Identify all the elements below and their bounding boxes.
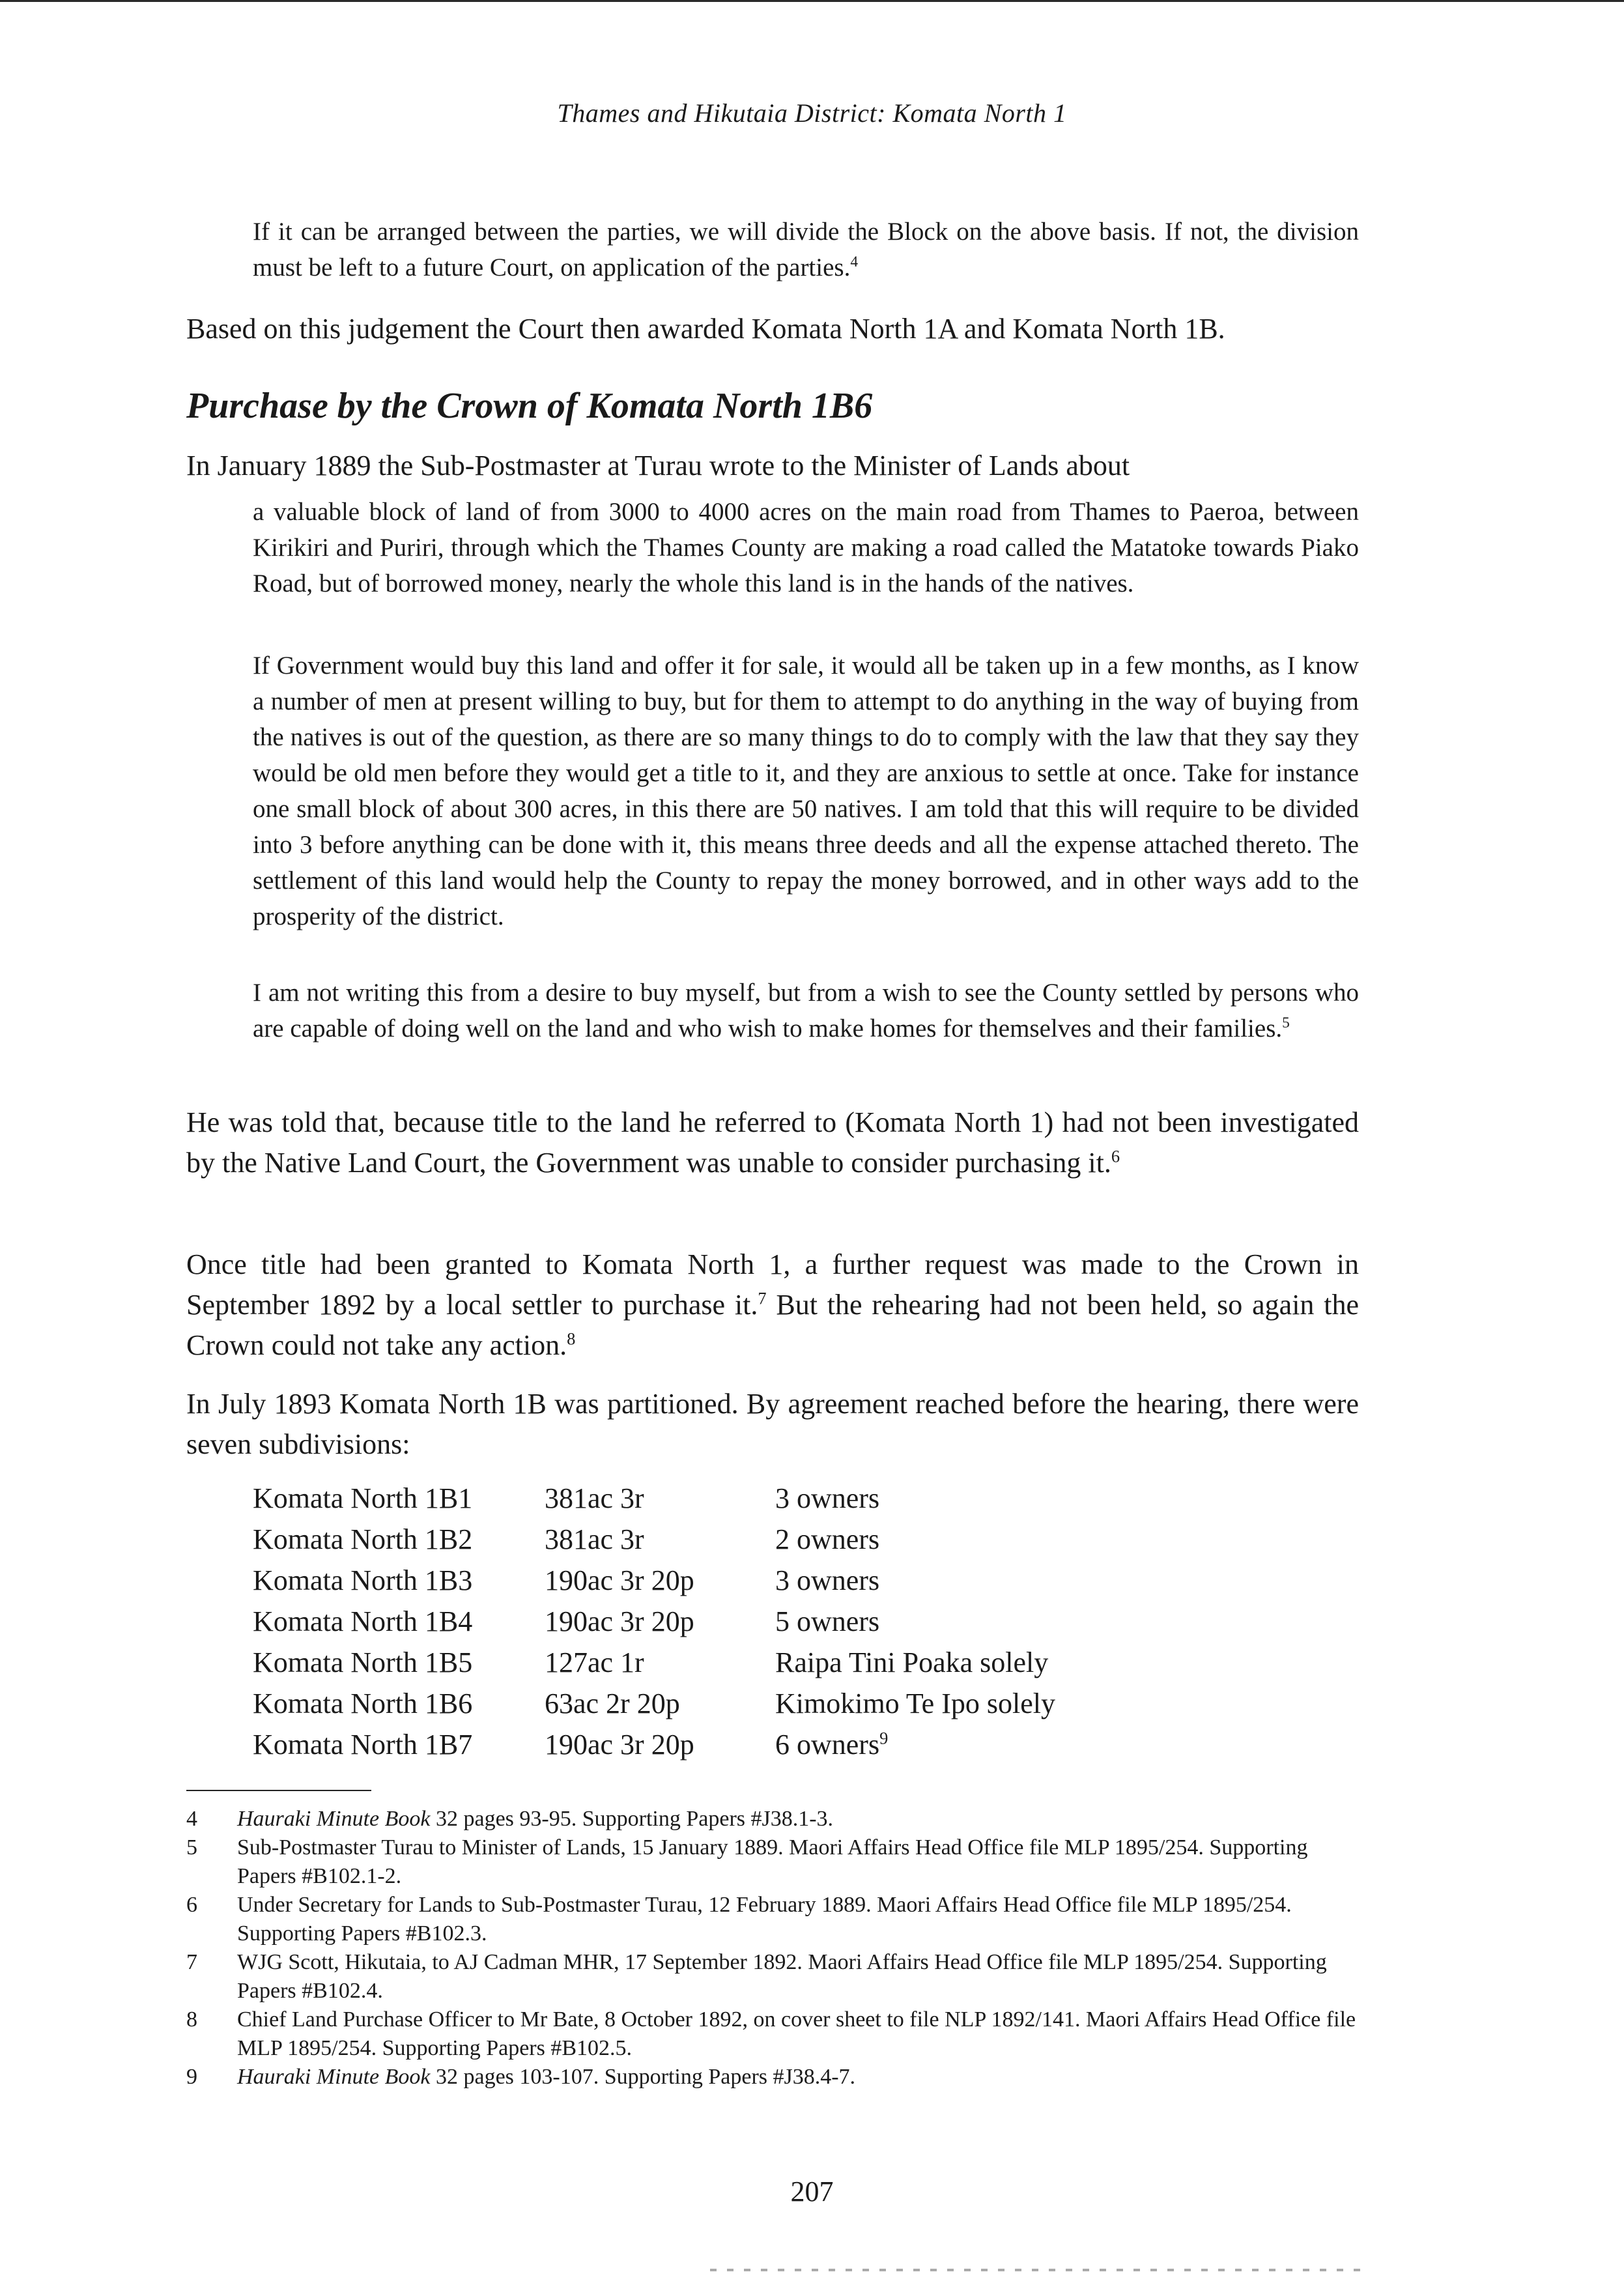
paragraph-2: In January 1889 the Sub-Postmaster at Turau wrote to the Minister of Lands about [186, 450, 1130, 481]
block-quote-1 [253, 214, 1359, 285]
footnote-number: 4 [186, 1807, 197, 1831]
footnote-body: Sub-Postmaster Turau to Minister of Lands, 15 January 1889. Maori Affairs Head Office file MLP 1895/254. Supporting Papers #B102.1-2. [237, 1835, 1308, 1888]
quote-1-text: If it can be arranged between the parties, we will divide the Block on the above basis. If not, the division must be left to a future Court, on application of the parties. [253, 218, 1359, 281]
block-quote-2-p1: a valuable block of land of from 3000 to 4000 acres on the main road from Thames to Paeroa, between Kirikiri and Puriri, through which the Thames County are making a road called the Matatoke towards Piako Road, but of borrowed money, nearly the whole this land is in the hands of the natives. [253, 498, 1359, 597]
subdivisions-table [253, 1478, 1055, 1765]
quote-2-p3-text: I am not writing this from a desire to buy myself, but from a wish to see the County settled by persons who are capable of doing well on the land and who wish to make homes for themselves and their families. [253, 979, 1359, 1042]
footnote-ref-9: 9 [879, 1728, 889, 1748]
footnote-number: 6 [186, 1893, 197, 1917]
footnote-italic-source: Hauraki Minute Book [237, 2065, 431, 2089]
block-owners: 2 owners [775, 1523, 880, 1555]
block-quote-2-p3 [253, 975, 1359, 1046]
footnote-number: 9 [186, 2065, 197, 2089]
paragraph-4 [186, 1244, 1359, 1366]
table-row [253, 1642, 1055, 1683]
block-name: Komata North 1B4 [253, 1605, 473, 1637]
table-row [253, 1560, 1055, 1601]
footnote-text [237, 1805, 1359, 1833]
paragraph-4-text-b: But the rehearing had not been held, so again the Crown could not take any action. [186, 1289, 1359, 1361]
footnote-body: Chief Land Purchase Officer to Mr Bate, 8 October 1892, on cover sheet to file NLP 1892/141. Maori Affairs Head Office file MLP 1895/254. Supporting Papers #B102.5. [237, 2007, 1356, 2060]
block-owners: 3 owners [775, 1482, 880, 1514]
block-name: Komata North 1B2 [253, 1523, 473, 1555]
block-area: 381ac 3r [545, 1523, 644, 1555]
paragraph-3-text: He was told that, because title to the land he referred to (Komata North 1) had not been investigated by the Native Land Court, the Government was unable to consider purchasing it. [186, 1106, 1359, 1179]
footnote-9 [186, 2063, 1359, 2091]
block-area: 381ac 3r [545, 1482, 644, 1514]
paragraph-5: In July 1893 Komata North 1B was partitioned. By agreement reached before the hearing, there were seven subdivisions: [186, 1388, 1359, 1460]
paragraph-3 [186, 1102, 1359, 1183]
footnote-ref-4: 4 [850, 253, 859, 270]
footnote-body: WJG Scott, Hikutaia, to AJ Cadman MHR, 17 September 1892. Maori Affairs Head Office file MLP 1895/254. Supporting Papers #B102.4. [237, 1950, 1327, 2003]
block-name: Komata North 1B1 [253, 1482, 473, 1514]
block-area: 63ac 2r 20p [545, 1688, 680, 1719]
block-name: Komata North 1B3 [253, 1564, 473, 1596]
block-owners: Raipa Tini Poaka solely [775, 1646, 1049, 1678]
table-row [253, 1724, 1055, 1765]
scan-edge-marks [710, 2269, 1361, 2271]
footnote-ref-5: 5 [1282, 1014, 1290, 1031]
footnote-7 [186, 1948, 1359, 2005]
block-name: Komata North 1B5 [253, 1646, 473, 1678]
footnote-4 [186, 1805, 1359, 1833]
footnote-ref-7: 7 [758, 1288, 767, 1308]
footnote-italic-source: Hauraki Minute Book [237, 1807, 431, 1831]
footnote-5 [186, 1833, 1359, 1891]
block-owners [775, 1724, 1055, 1765]
footnote-text [237, 2063, 1359, 2091]
footnote-number: 8 [186, 2007, 197, 2032]
footnote-8 [186, 2005, 1359, 2063]
table-row [253, 1519, 1055, 1560]
table-row [253, 1601, 1055, 1642]
footnote-body: 32 pages 93-95. Supporting Papers #J38.1-3. [430, 1807, 834, 1831]
footnote-6 [186, 1891, 1359, 1948]
block-name: Komata North 1B6 [253, 1688, 473, 1719]
footnote-body: Under Secretary for Lands to Sub-Postmaster Turau, 12 February 1889. Maori Affairs Head Office file MLP 1895/254. Supporting Papers #B102.3. [237, 1893, 1292, 1946]
block-owners: 5 owners [775, 1605, 880, 1637]
block-owners: 3 owners [775, 1564, 880, 1596]
block-owners: Kimokimo Te Ipo solely [775, 1688, 1055, 1719]
table-row [253, 1683, 1055, 1724]
top-border [0, 0, 1624, 2]
footnote-body: 32 pages 103-107. Supporting Papers #J38.4-7. [430, 2065, 856, 2089]
paragraph-1: Based on this judgement the Court then awarded Komata North 1A and Komata North 1B. [186, 313, 1225, 345]
block-name: Komata North 1B7 [253, 1729, 473, 1760]
footnote-number: 7 [186, 1950, 197, 1974]
block-area: 190ac 3r 20p [545, 1729, 694, 1760]
block-quote-2-p2: If Government would buy this land and offer it for sale, it would all be taken up in a few months, as I know a number of men at present willing to buy, but for them to attempt to do anything in the way of buying from the natives is out of the question, as there are so many things to do to comply with the law that they say they would be old men before they would get a title to it, and they are anxious to settle at once. Take for instance one small block of about 300 acres, in this there are 50 natives. I am told that this will require to be divided into 3 before anything can be done with it, this means three deeds and all the expense attached thereto. The settlement of this land would help the County to repay the money borrowed, and in other ways add to the prosperity of the district. [253, 652, 1359, 930]
footnote-ref-6: 6 [1111, 1146, 1120, 1166]
table-row [253, 1478, 1055, 1519]
block-area: 127ac 1r [545, 1646, 644, 1678]
block-area: 190ac 3r 20p [545, 1605, 694, 1637]
block-area: 190ac 3r 20p [545, 1564, 694, 1596]
footnote-number: 5 [186, 1835, 197, 1860]
paragraph-4-text-a: Once title had been granted to Komata North 1, a further request was made to the Crown in September 1892 by a local settler to purchase it. [186, 1248, 1359, 1321]
page-number: 207 [790, 2176, 834, 2207]
running-header: Thames and Hikutaia District: Komata North 1 [557, 98, 1067, 128]
section-heading: Purchase by the Crown of Komata North 1B6 [186, 386, 873, 426]
footnote-ref-8: 8 [567, 1329, 576, 1349]
footnote-separator [186, 1790, 371, 1791]
block-owners-text: 6 owners [775, 1729, 880, 1760]
